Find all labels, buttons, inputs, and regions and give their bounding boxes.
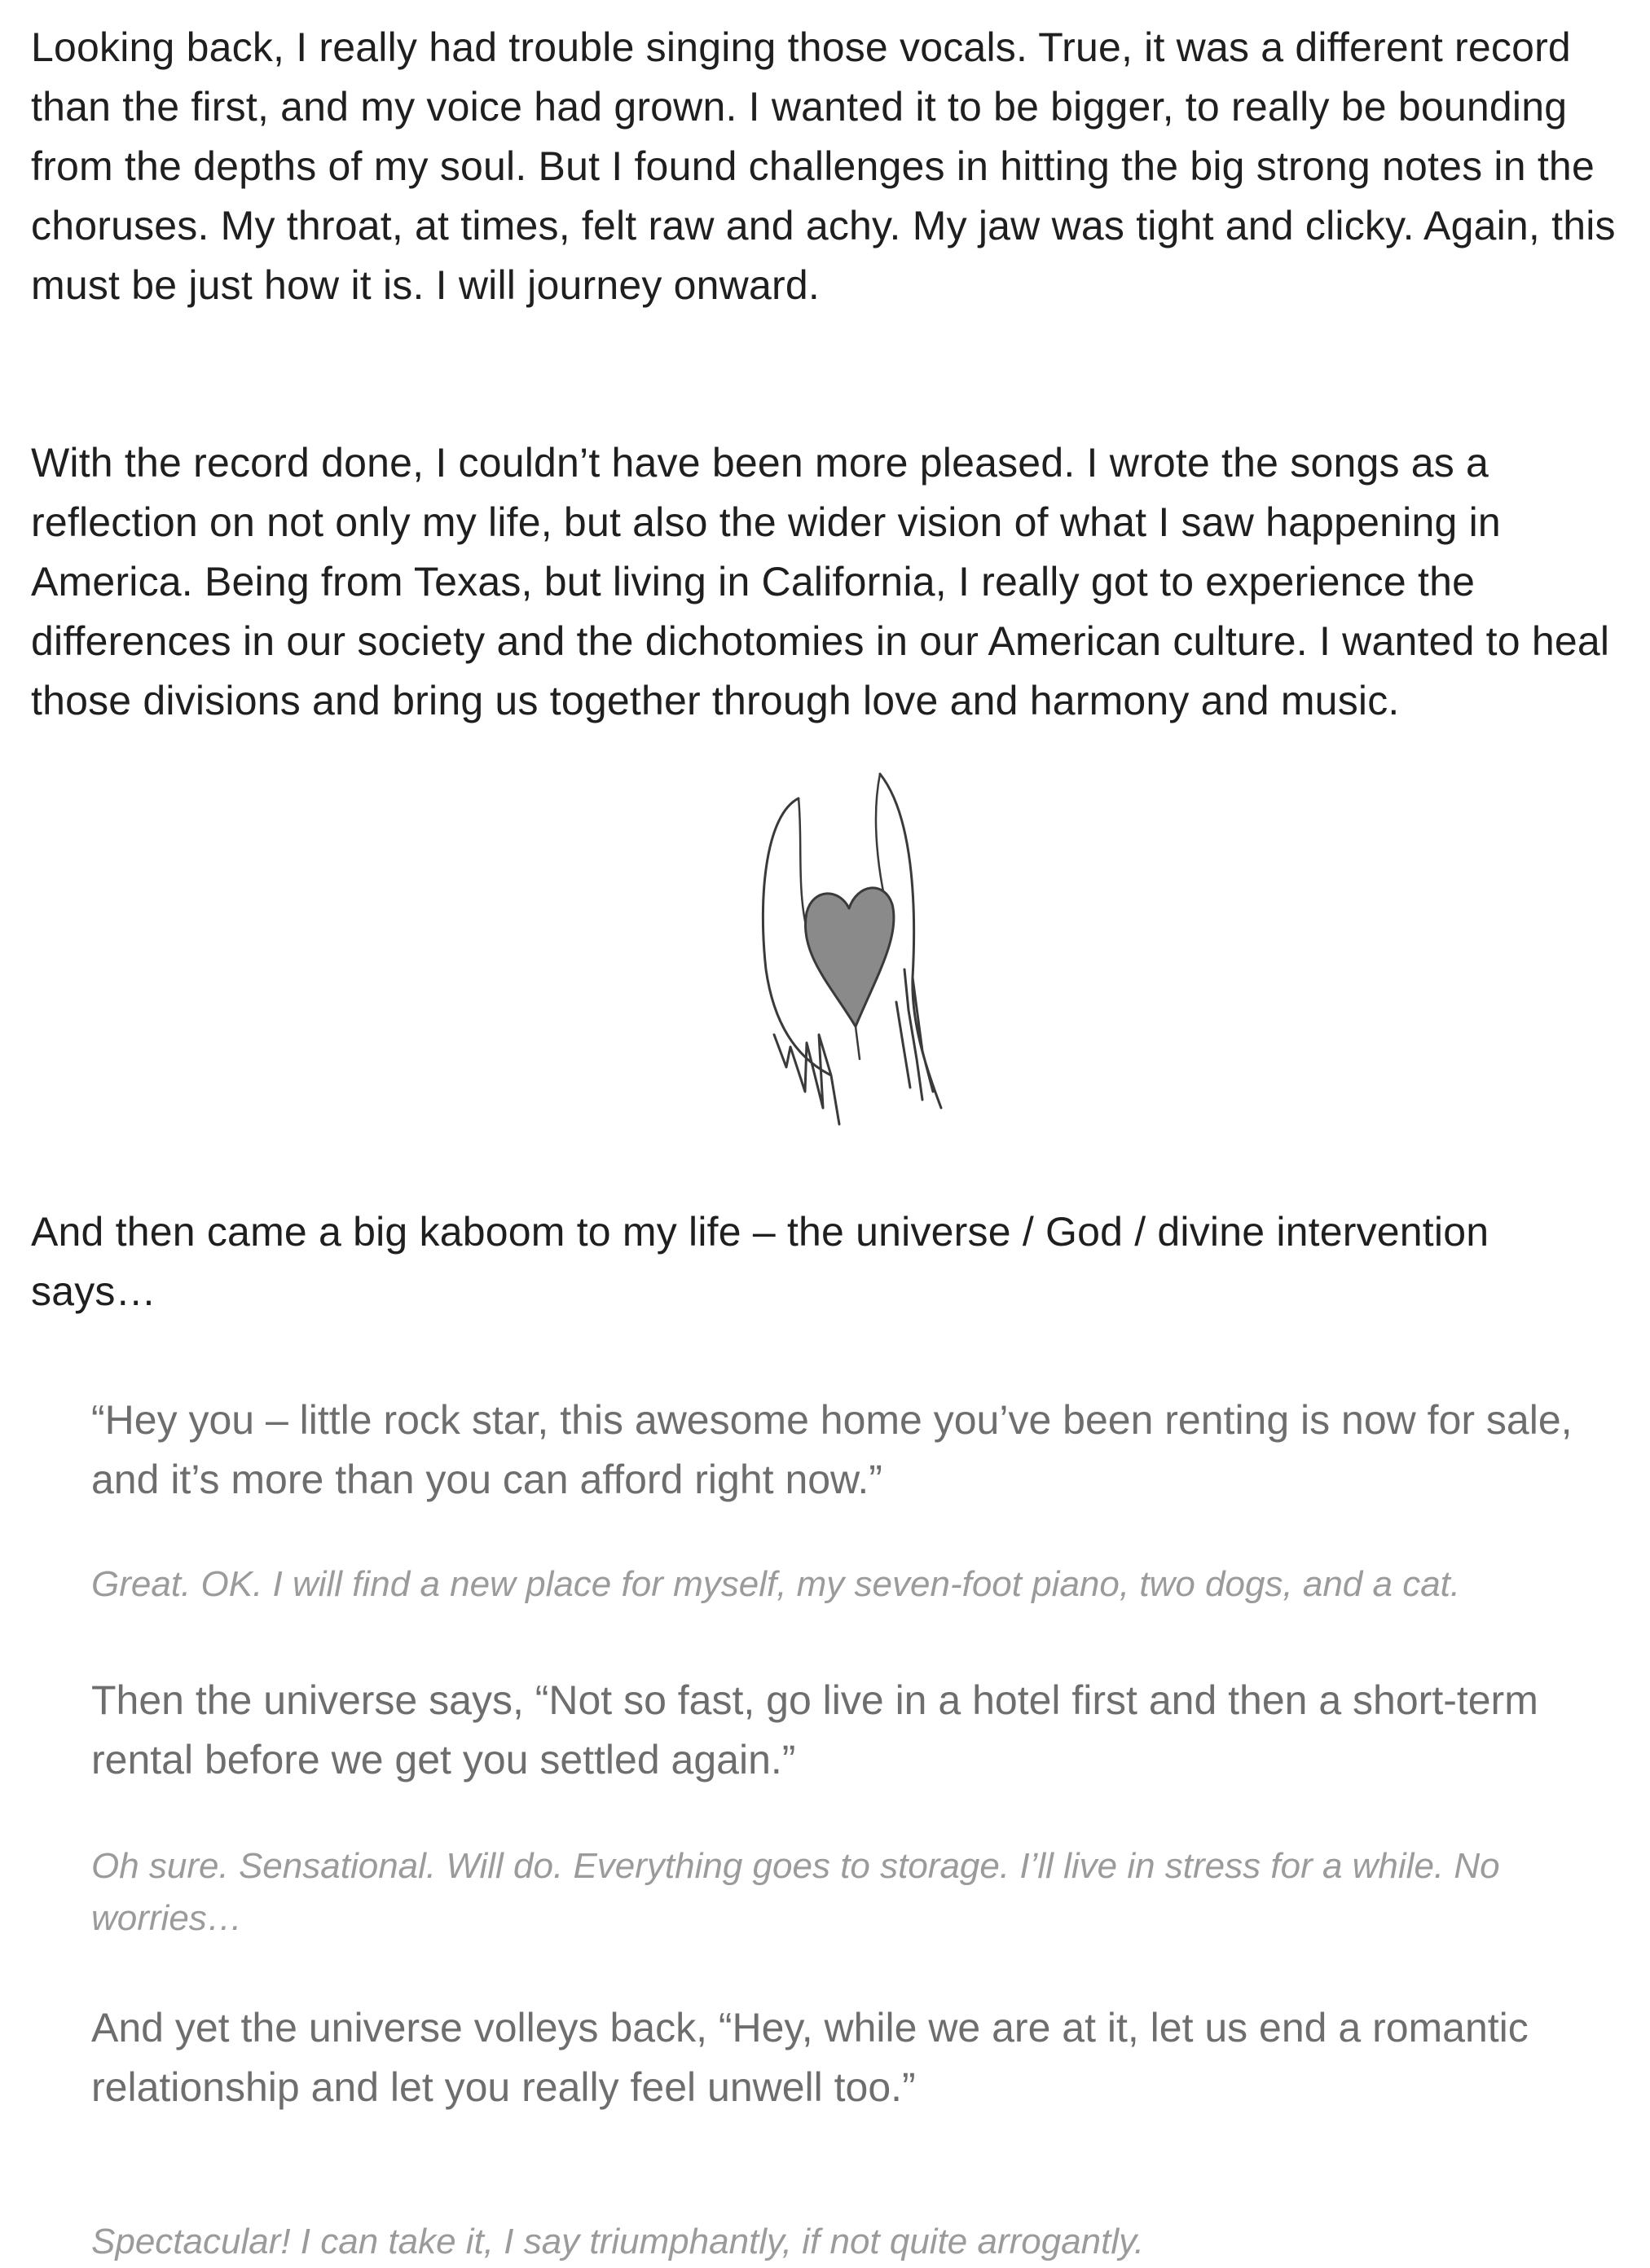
reply-spectacular: Spectacular! I can take it, I say triumphantly, if not quite arrogantly. xyxy=(91,2222,1145,2261)
reply-storage: Oh sure. Sensational. Will do. Everything goes to storage. I’ll live in stress for a while. No worries… xyxy=(91,1846,1500,1938)
universe-quote-hotel: Then the universe says, “Not so fast, go live in a hotel first and then a short-term rental before we get you settled again.” xyxy=(91,1677,1538,1782)
universe-quote-home: “Hey you – little rock star, this awesome home you’ve been renting is now for sale, and it’s more than you can afford right now.” xyxy=(91,1397,1573,1502)
paragraph-vocals: Looking back, I really had trouble singing those vocals. True, it was a different record than the first, and my voice had grown. I wanted it to be bigger, to really be bounding from the depths of my soul. But I found challenges in hitting the big strong notes in the choruses. My throat, at times, felt raw and achy. My jaw was tight and clicky. Again, this must be just how it is. I will journey onward. xyxy=(31,24,1616,308)
universe-quote-relationship: And yet the universe volleys back, “Hey, while we are at it, let us end a romantic relationship and let you really feel unwell too.” xyxy=(91,2005,1529,2110)
paragraph-record-done: With the record done, I couldn’t have been more pleased. I wrote the songs as a reflection on not only my life, but also the wider vision of what I saw happening in America. Being from Texas, but living in California, I really got to experience the differences in our society and the dichotomies in our American culture. I wanted to heal those divisions and bring us together through love and harmony and music. xyxy=(31,440,1610,723)
paragraph-kaboom: And then came a big kaboom to my life – the universe / God / divine intervention says… xyxy=(31,1209,1489,1314)
reply-new-place: Great. OK. I will find a new place for myself, my seven-foot piano, two dogs, and a cat. xyxy=(91,1564,1461,1604)
winged-heart-icon xyxy=(709,766,961,1149)
